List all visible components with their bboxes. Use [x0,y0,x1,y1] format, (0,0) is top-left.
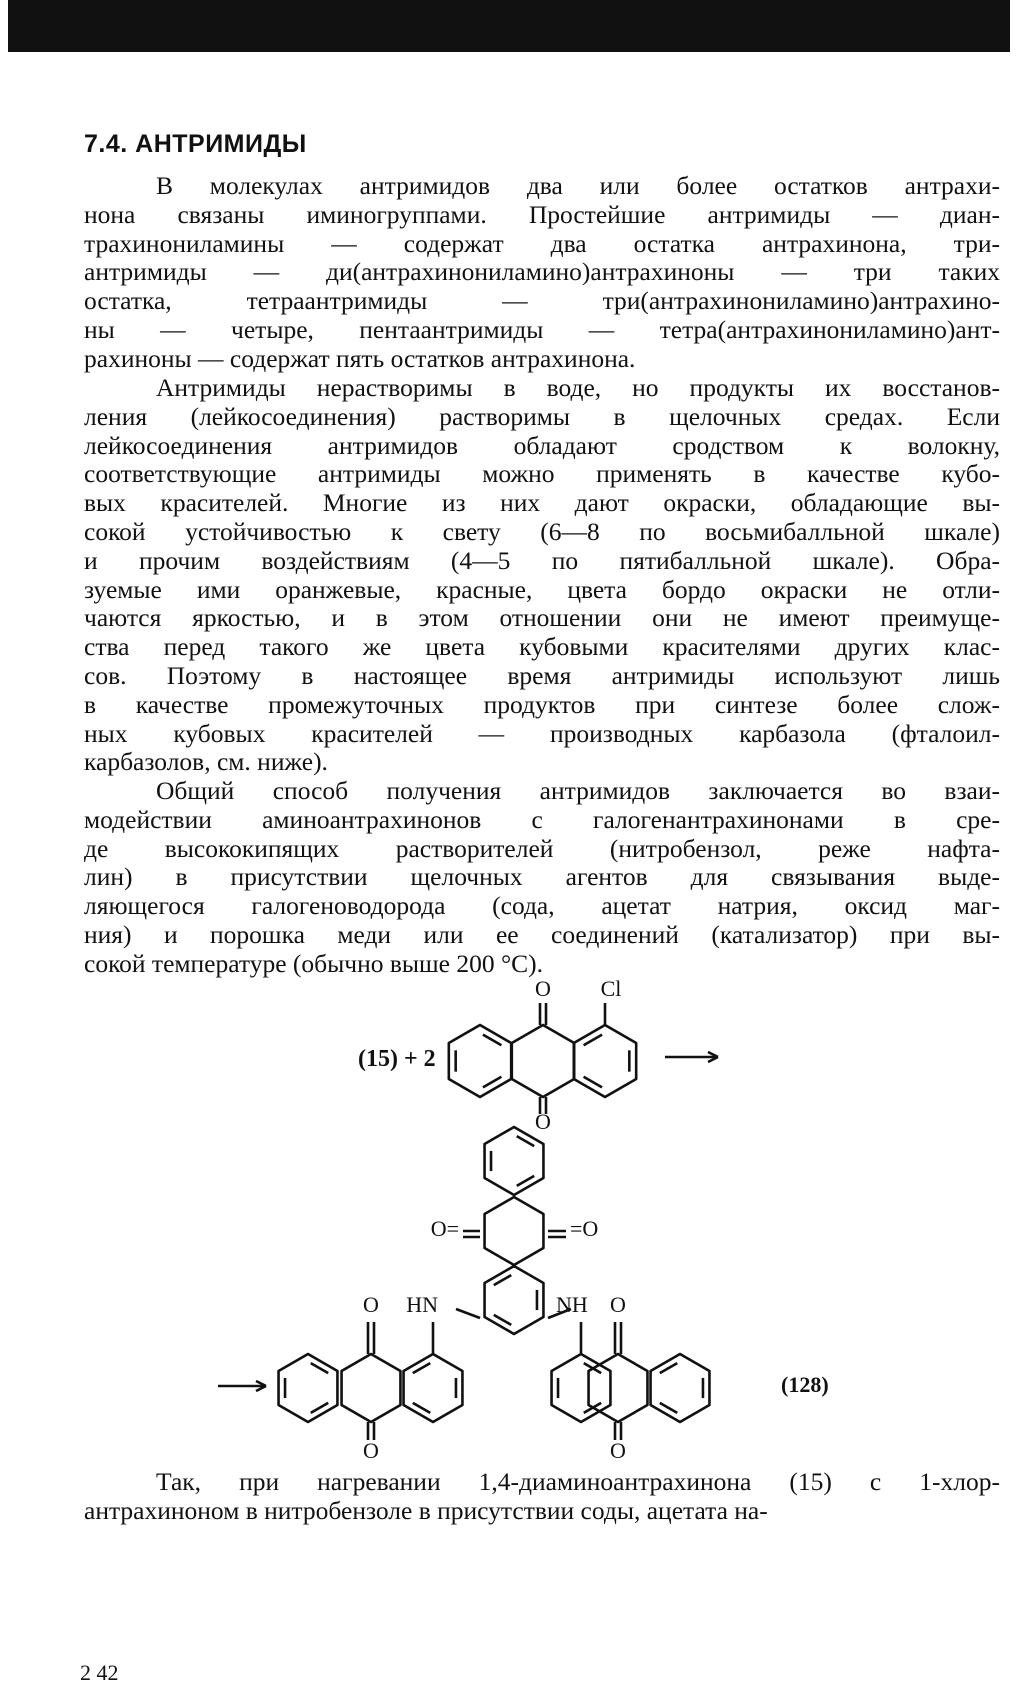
text-line: нона связаны иминогруппами. Простейшие антримиды — диан- [84,199,1000,229]
paragraph-1 [84,172,1000,374]
carbonyl-O-top: O [535,976,551,1001]
reaction-arrow [256,1381,266,1386]
double-bond [413,1403,430,1413]
reactant-prefix: (15) + 2 [358,1046,436,1072]
double-bond [517,1136,534,1146]
text-line: лин) в присутствии щелочных агентов для связывания выде- [84,862,1000,892]
text-line: карбазолов, см. ниже). [84,747,328,777]
reaction-arrow [708,1052,718,1057]
nh-bond [456,1309,480,1318]
double-bond [584,1403,601,1413]
paragraph-2 [84,374,1000,777]
paragraph-3 [84,777,1000,979]
text-line: вых красителей. Многие из них дают окраски, обладающие вы- [84,488,1000,518]
text-line: сокой устойчивостью к свету (6—8 по восьмибалльной шкале) [84,516,1000,546]
double-bond [483,1035,501,1046]
product-left-ring-b [342,1354,401,1422]
text-line: и прочим воздействиям (4—5 по пятибалльной шкале). Обра- [84,545,1000,575]
product-top-ring [485,1127,544,1195]
reaction-arrow [256,1386,266,1391]
double-bond [494,1275,511,1285]
reactant-ring-middle [512,1025,574,1097]
text-line: В молекулах антримидов два или более остатков антрахи- [156,171,1000,200]
text-line: ных кубовых красителей — производных карбазола (фталоил- [84,718,1000,748]
reaction-arrow [708,1057,718,1062]
text-line: зуемые ими оранжевые, красные, цвета бордо окраски не отли- [84,574,1000,604]
text-line: ляющегося галогеноводорода (сода, ацетат натрия, оксид маг- [84,891,1000,921]
text-line: сокой температуре (обычно выше 200 °С). [84,948,544,978]
double-bond [494,1315,511,1325]
text-line: соответствующие антримиды можно применять в качестве кубо- [84,459,1000,489]
section-title: 7.4. АНТРИМИДЫ [84,130,307,158]
carbonyl-O-left-bottom: O [363,1438,379,1463]
text-line: антримиды — ди(антрахинониламино)антрахиноны — три таких [84,257,1000,287]
double-bond [311,1403,328,1413]
double-bond [517,1176,534,1186]
nh-bond [548,1309,571,1318]
product-left-ring-c [404,1354,463,1422]
double-bond [311,1363,328,1373]
text-line: Антримиды нерастворимы в воде, но продукты их восстанов- [156,373,1000,402]
product-amino-ring [485,1266,544,1334]
text-line: ны — четыре, пентаантримиды — тетра(антрахинониламино)ант- [84,314,1000,344]
text-line: остатка, тетраантримиды — три(антрахинониламино)антрахино- [84,286,1000,316]
text-line: Общий способ получения антримидов заключается во взаи- [156,776,1000,805]
reactant-ring-right [574,1025,636,1097]
carbonyl-O-right-bottom: O [610,1438,626,1463]
text-line: сов. Поэтому в настоящее время антримиды используют лишь [84,660,1000,690]
carbonyl-O-bottom: O [535,1109,551,1134]
text-line: антрахиноном в нитробензоле в присутствии соды, ацетата на- [84,1495,768,1525]
product-quinone-ring [485,1197,544,1265]
product-right-ring-c [651,1354,710,1422]
double-bond [483,1077,501,1088]
double-bond [660,1403,677,1413]
product-right-ring-a [552,1354,611,1422]
carbonyl-O-left-top: O [363,1292,379,1317]
double-bond [584,1035,602,1046]
text-line: лейкосоединения антримидов обладают сродством к волокну, [84,430,1000,460]
carbonyl-O-right-top: O [610,1292,626,1317]
double-bond [413,1363,430,1373]
carbonyl-O-right: =O [570,1216,599,1241]
text-line: модействии аминоантрахинонов с галогенантрахинонами в сре- [84,804,1000,834]
page-number: 2 42 [80,1660,119,1685]
text-line: де высококипящих растворителей (нитробензол, реже нафта- [84,833,1000,863]
product-right-ring-b [589,1354,648,1422]
top-black-bar [8,0,1010,52]
double-bond [584,1077,602,1088]
double-bond [584,1363,601,1373]
text-line: ления (лейкосоединения) растворимы в щелочных средах. Если [84,401,1000,431]
text-line: чаются яркостью, и в этом отношении они не имеют преимуще- [84,603,1000,633]
amine-HN-label: HN [406,1292,438,1317]
double-bond [660,1363,677,1373]
reactant-ring-left [449,1025,511,1097]
product-left-ring-a [279,1354,338,1422]
text-line: Так, при нагревании 1,4-диаминоантрахинона (15) с 1-хлор- [156,1467,1000,1496]
text-line: ния) и порошка меди или ее соединений (катализатор) при вы- [84,919,1000,949]
text-line: рахиноны — содержат пять остатков антрахинона. [84,343,636,373]
chloro-label: Cl [600,976,622,1001]
text-line: трахинониламины — содержат два остатка антрахинона, три- [84,228,1000,258]
text-line: в качестве промежуточных продуктов при синтезе более слож- [84,689,1000,719]
text-line: ства перед такого же цвета кубовыми красителями других клас- [84,632,1000,662]
compound-number: (128) [781,1372,829,1397]
amine-NH-label: NH [556,1292,588,1317]
paragraph-4 [84,1468,1000,1526]
carbonyl-O-left: O= [430,1216,459,1241]
